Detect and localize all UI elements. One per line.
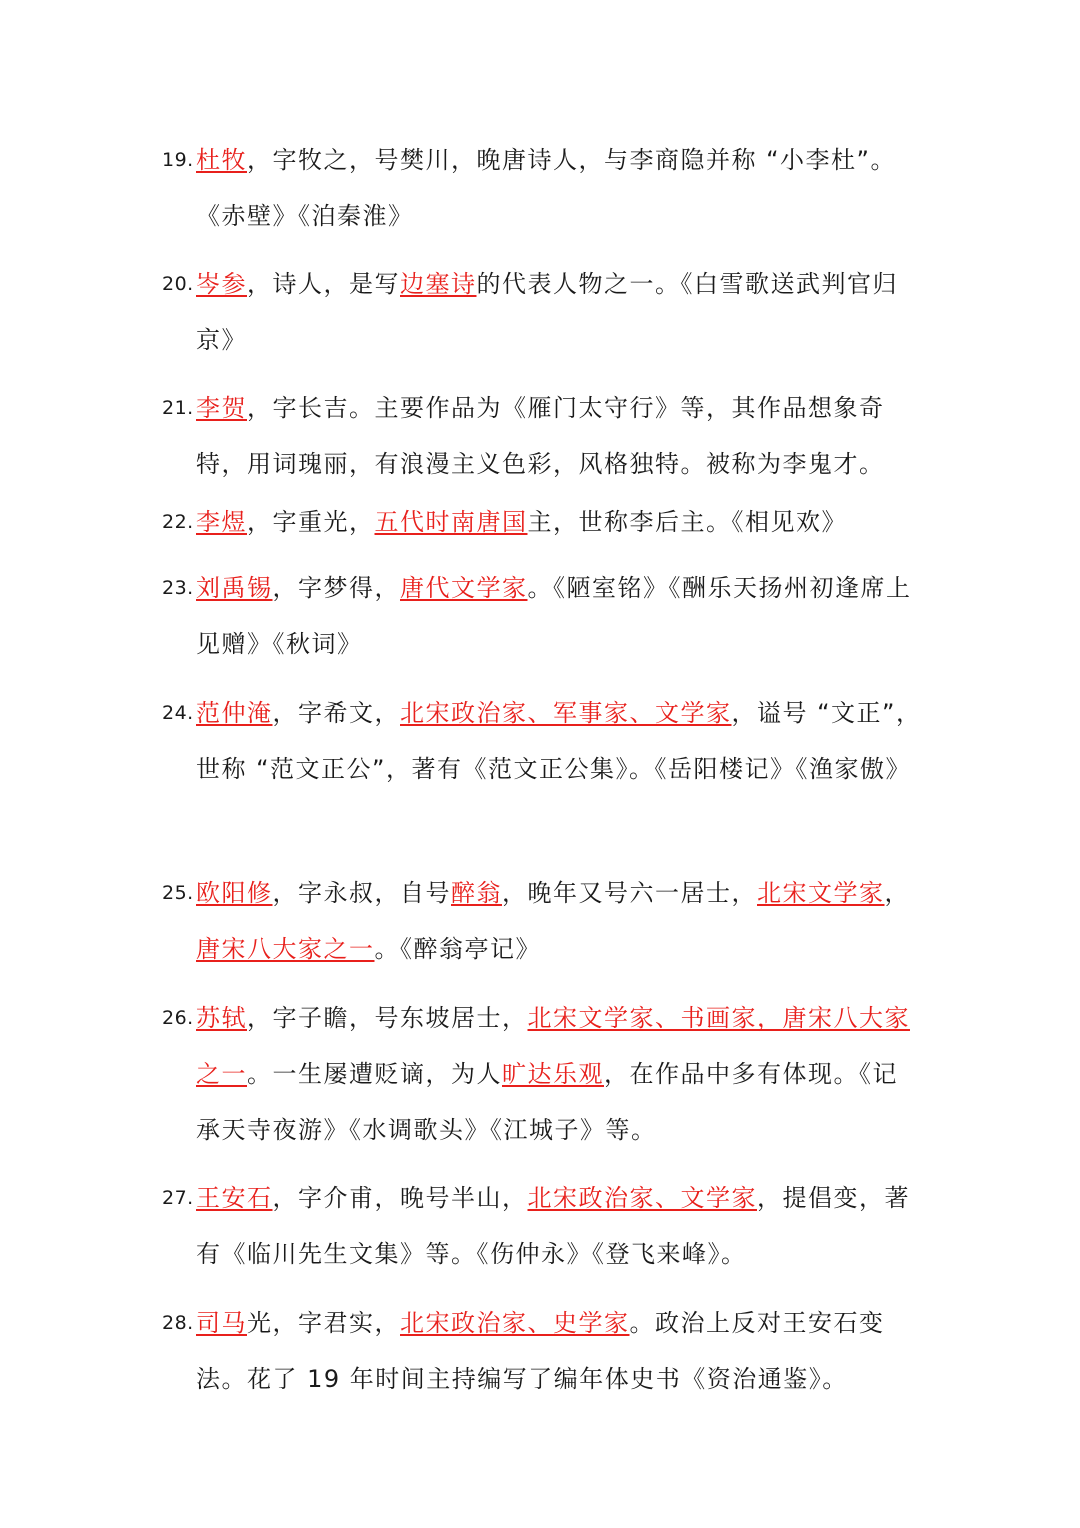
entry-text — [196, 990, 922, 1158]
plain-text: ，在作品中多有体现。《记承天寺夜游》《水调歌头》《江城子》等。 — [196, 1060, 898, 1144]
highlight-text: 北宋政治家、军事家、文学家 — [400, 699, 732, 727]
highlight-text: 欧阳修 — [196, 879, 273, 907]
highlight-text: 李煜 — [196, 508, 247, 536]
plain-text: ，字重光， — [247, 508, 375, 536]
entry-number: 23. — [162, 577, 194, 599]
highlight-text: 边塞诗 — [400, 270, 477, 298]
plain-text: ，提倡变，著有《临川先生文集》等。《伤仲永》《登飞来峰》。 — [196, 1184, 910, 1268]
highlight-text: 司马 — [196, 1309, 247, 1337]
entry-text — [196, 865, 922, 977]
plain-text: ，谥号 “文正”，世称 “范文正公”，著有《范文正公集》。《岳阳楼记》《渔家傲》 — [196, 699, 922, 783]
highlight-text: 王安石 — [196, 1184, 273, 1212]
entry-number: 25. — [162, 882, 194, 904]
entry-22 — [162, 494, 922, 550]
entry-26 — [162, 990, 922, 1158]
entry-23 — [162, 560, 922, 672]
entry-number: 22. — [162, 511, 194, 533]
plain-text: 。政治上反对王安石变法。花了 19 年时间主持编写了编年体史书《资治通鉴》。 — [196, 1309, 885, 1393]
entry-text — [196, 494, 922, 550]
entry-text — [196, 685, 922, 797]
plain-text: 。《陋室铭》《酬乐天扬州初逢席上见赠》《秋词》 — [196, 574, 912, 658]
highlight-text: 唐代文学家 — [400, 574, 528, 602]
plain-text: ， — [884, 879, 910, 907]
entry-27 — [162, 1170, 922, 1282]
highlight-text: 苏轼 — [196, 1004, 247, 1032]
entry-number: 19. — [162, 149, 194, 171]
plain-text: ，字梦得， — [272, 574, 400, 602]
entry-number: 24. — [162, 702, 194, 724]
entry-20 — [162, 256, 922, 368]
highlight-text: 醉翁 — [451, 879, 502, 907]
entry-19 — [162, 132, 922, 244]
entry-24 — [162, 685, 922, 797]
entry-text — [196, 1295, 922, 1407]
plain-text: 主，世称李后主。《相见欢》 — [527, 508, 847, 536]
highlight-text: 范仲淹 — [196, 699, 273, 727]
plain-text: ，字永叔，自号 — [272, 879, 451, 907]
entry-number: 21. — [162, 397, 194, 419]
highlight-text: 刘禹锡 — [196, 574, 273, 602]
highlight-text: 李贺 — [196, 394, 247, 422]
highlight-text: 五代时南唐国 — [374, 508, 528, 536]
plain-text: 。一生屡遭贬谪，为人 — [247, 1060, 502, 1088]
plain-text: 的代表人物之一。《白雪歌送武判官归京》 — [196, 270, 898, 354]
plain-text: ，字子瞻，号东坡居士， — [247, 1004, 528, 1032]
entry-text — [196, 560, 922, 672]
plain-text: 。《醉翁亭记》 — [374, 935, 541, 963]
plain-text: ，晚年又号六一居士， — [502, 879, 757, 907]
plain-text: ，字牧之，号樊川，晚唐诗人，与李商隐并称 “小李杜”。《赤壁》《泊秦淮》 — [196, 146, 896, 230]
highlight-text: 北宋文学家 — [757, 879, 885, 907]
entry-text — [196, 380, 922, 492]
entry-28 — [162, 1295, 922, 1407]
plain-text: ，字介甫，晚号半山， — [272, 1184, 528, 1212]
plain-text: ，字长吉。主要作品为《雁门太守行》等，其作品想象奇特，用词瑰丽，有浪漫主义色彩，风格独特。被称为李鬼才。 — [196, 394, 885, 478]
plain-text: ，字希文， — [272, 699, 400, 727]
highlight-text: 北宋文学家、书画家，唐宋八大家之一 — [196, 1004, 910, 1088]
highlight-text: 岑参 — [196, 270, 247, 298]
entry-number: 27. — [162, 1187, 194, 1209]
entry-number: 20. — [162, 273, 194, 295]
entry-text — [196, 256, 922, 368]
highlight-text: 旷达乐观 — [502, 1060, 604, 1088]
entry-25 — [162, 865, 922, 977]
highlight-text: 杜牧 — [196, 146, 247, 174]
highlight-text: 唐宋八大家之一 — [196, 935, 375, 963]
highlight-text: 北宋政治家、史学家 — [400, 1309, 630, 1337]
entry-number: 26. — [162, 1007, 194, 1029]
entry-number: 28. — [162, 1312, 194, 1334]
plain-text: 光，字君实， — [247, 1309, 400, 1337]
highlight-text: 北宋政治家、文学家 — [527, 1184, 757, 1212]
entry-text — [196, 1170, 922, 1282]
entry-21 — [162, 380, 922, 492]
plain-text: ，诗人，是写 — [247, 270, 400, 298]
entry-text — [196, 132, 922, 244]
